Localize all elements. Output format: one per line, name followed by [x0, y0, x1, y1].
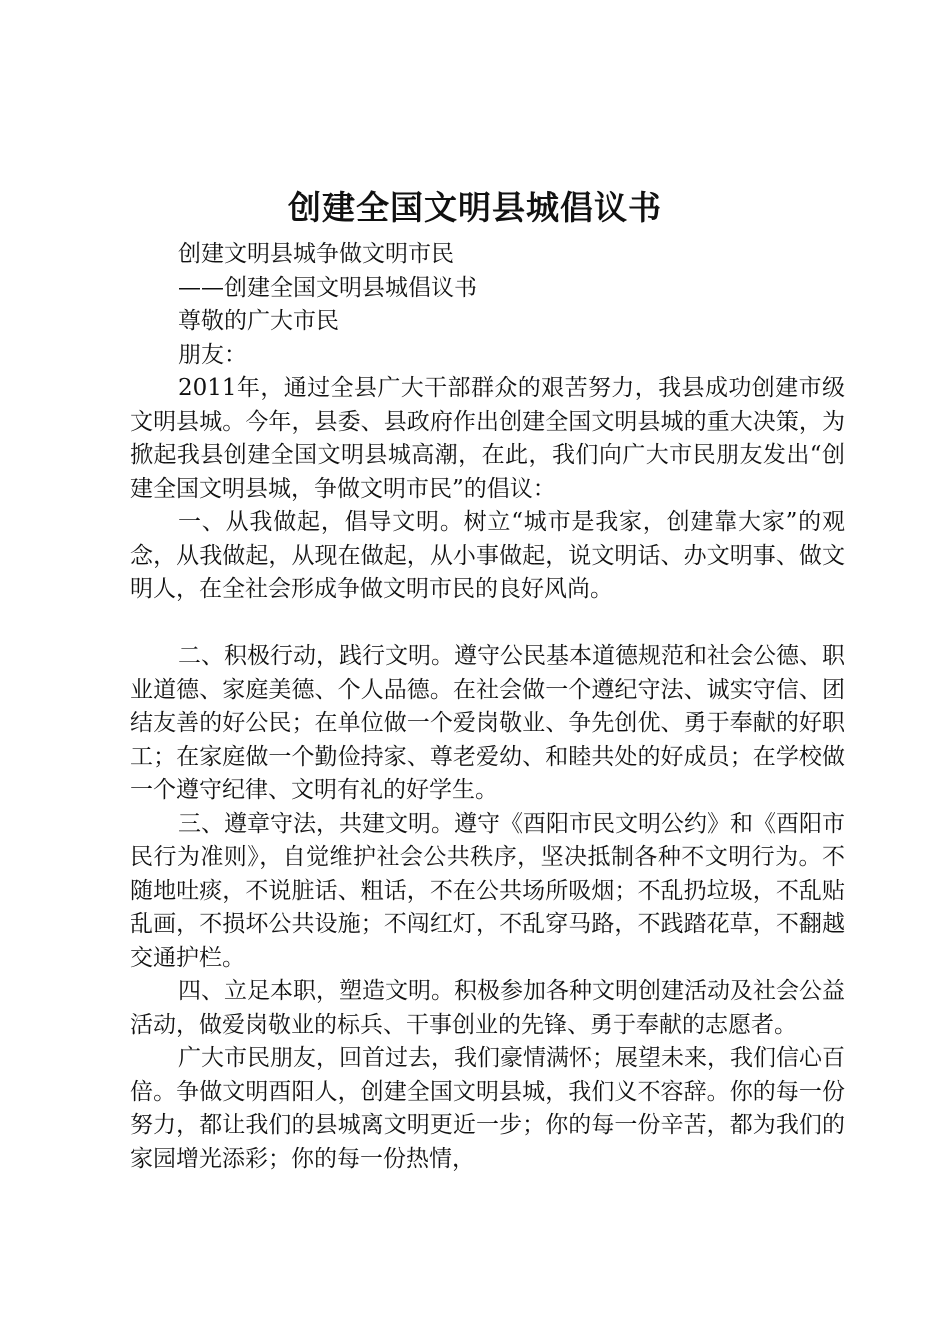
salutation-line-continued: 朋友：: [178, 341, 247, 368]
header-line-subtitle: 创建文明县城争做文明市民: [178, 241, 454, 267]
proposal-paragraph-2: 二、积极行动，践行文明。遵守公民基本道德规范和社会公德、职业道德、家庭美德、个人品德。在社会做一个遵纪守法、诚实守信、团结友善的好公民；在单位做一个爱岗敬业、争先创优、勇于奉献的好职工；在家庭做一个勤俭持家、尊老爱幼、和睦共处的好成员；在学校做一个遵守纪律、文明有礼的好学生。: [130, 643, 845, 803]
proposal-paragraph-3: 三、遵章守法，共建文明。遵守《酉阳市民文明公约》和《酉阳市民行为准则》，自觉维护社会公共秩序，坚决抵制各种不文明行为。不随地吐痰，不说脏话、粗话，不在公共场所吸烟；不乱扔垃圾，不乱贴乱画，不损坏公共设施；不闯红灯，不乱穿马路，不践踏花草，不翻越交通护栏。: [130, 810, 845, 971]
closing-paragraph: 广大市民朋友，回首过去，我们豪情满怀；展望未来，我们信心百倍。争做文明酉阳人，创建全国文明县城，我们义不容辞。你的每一份努力，都让我们的县城离文明更近一步；你的每一份辛苦，都为我们的家园增光添彩；你的每一份热情，: [130, 1045, 845, 1172]
header-line-source: ——创建全国文明县城倡议书: [178, 274, 477, 301]
proposal-paragraph-4: 四、立足本职，塑造文明。积极参加各种文明创建活动及社会公益活动，做爱岗敬业的标兵、干事创业的先锋、勇于奉献的志愿者。: [130, 978, 845, 1038]
document-body: [130, 238, 845, 1176]
intro-paragraph: 2011年，通过全县广大干部群众的艰苦努力，我县成功创建市级文明县城。今年，县委、县政府作出创建全国文明县城的重大决策，为掀起我县创建全国文明县城高潮，在此，我们向广大市民朋友发出“创建全国文明县城，争做文明市民”的倡议：: [130, 375, 845, 502]
salutation-line: 尊敬的广大市民: [178, 308, 339, 334]
document-title: 创建全国文明县城倡议书: [288, 188, 662, 227]
proposal-paragraph-1: 一、从我做起，倡导文明。树立“城市是我家，创建靠大家”的观念，从我做起，从现在做起，从小事做起，说文明话、办文明事、做文明人，在全社会形成争做文明市民的良好风尚。: [130, 509, 845, 602]
